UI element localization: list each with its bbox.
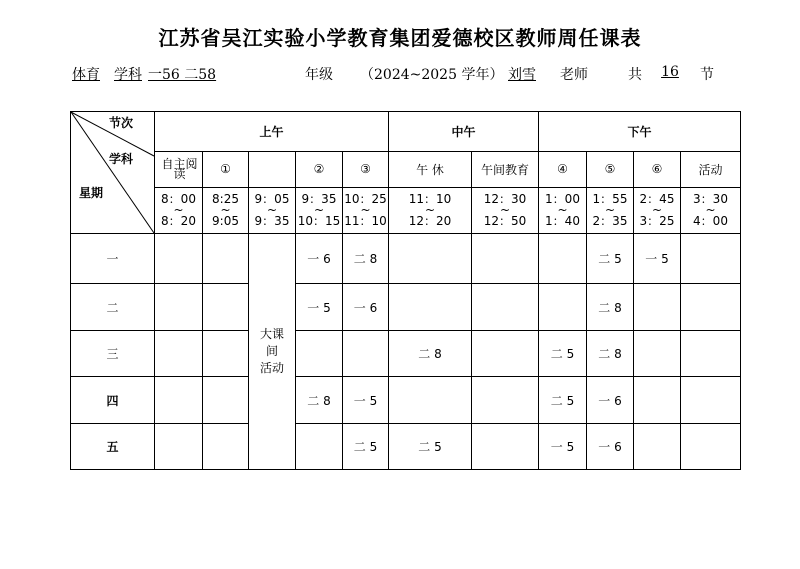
period-header: ④ <box>539 152 587 187</box>
class-cell: 二 8 <box>587 331 634 377</box>
period-header: ① <box>203 152 249 187</box>
time-cell: 2：45 ~ 3：25 <box>634 187 681 233</box>
class-cell <box>155 424 203 470</box>
teacher-info-line <box>72 64 752 86</box>
period-header: ② <box>296 152 343 187</box>
grade-label: 年级 <box>305 67 333 83</box>
class-cell <box>203 234 249 284</box>
teacher-label: 老师 <box>560 67 588 83</box>
class-cell <box>634 331 681 377</box>
class-cell <box>155 284 203 331</box>
class-cell <box>681 284 741 331</box>
schedule-table <box>70 111 741 470</box>
class-cell <box>634 377 681 424</box>
class-cell <box>155 234 203 284</box>
class-cell <box>539 234 587 284</box>
weekday-cell: 二 <box>71 284 155 331</box>
class-cell: 二 8 <box>296 377 343 424</box>
class-cell <box>472 424 539 470</box>
corner-header-cell <box>71 112 155 234</box>
class-cell <box>634 284 681 331</box>
time-cell: 1：00 ~ 1：40 <box>539 187 587 233</box>
class-cell <box>296 331 343 377</box>
subject-label: 学科 <box>114 67 142 83</box>
time-cell: 10：25 ~ 11：10 <box>343 187 389 233</box>
class-cell: 一 6 <box>587 424 634 470</box>
weekday-cell: 一 <box>71 234 155 284</box>
corner-weekday-label: 星期 <box>79 186 104 200</box>
total-unit: 节 <box>700 67 714 83</box>
class-cell: 一 6 <box>587 377 634 424</box>
corner-subject-label: 学科 <box>109 152 134 166</box>
class-cell: 二 5 <box>539 331 587 377</box>
class-cell <box>203 284 249 331</box>
period-header: 午 休 <box>389 152 472 187</box>
school-year: （2024~2025 学年） <box>360 67 504 83</box>
class-cell: 二 5 <box>587 234 634 284</box>
class-cell <box>155 331 203 377</box>
period-header: ③ <box>343 152 389 187</box>
subject-value: 体育 <box>72 67 100 83</box>
page-title: 江苏省吴江实验小学教育集团爱德校区教师周任课表 <box>158 26 642 50</box>
time-cell: 3：30 ~ 4：00 <box>681 187 741 233</box>
time-cell: 1：55 ~ 2：35 <box>587 187 634 233</box>
class-cell <box>203 377 249 424</box>
weekday-cell: 五 <box>71 424 155 470</box>
time-cell: 9：05 ~ 9：35 <box>249 187 296 233</box>
period-header: ⑤ <box>587 152 634 187</box>
class-cell: 一 5 <box>539 424 587 470</box>
class-cell <box>203 424 249 470</box>
class-cell <box>539 284 587 331</box>
time-cell: 8:25 ~ 9:05 <box>203 187 249 233</box>
class-cell <box>472 377 539 424</box>
class-cell: 一 6 <box>343 284 389 331</box>
class-cell <box>472 331 539 377</box>
class-cell <box>296 424 343 470</box>
class-cell: 二 5 <box>389 424 472 470</box>
class-cell <box>634 424 681 470</box>
big-break-cell: 大课 间 活动 <box>249 234 296 470</box>
class-cell: 二 5 <box>539 377 587 424</box>
total-count: 16 <box>661 64 679 80</box>
class-cell: 二 8 <box>587 284 634 331</box>
period-header: 自主阅读 <box>155 152 203 187</box>
class-cell <box>472 234 539 284</box>
period-header: ⑥ <box>634 152 681 187</box>
period-header: 活动 <box>681 152 741 187</box>
time-cell: 9：35 ~ 10：15 <box>296 187 343 233</box>
class-cell <box>389 284 472 331</box>
class-cell <box>472 284 539 331</box>
class-cell: 二 8 <box>343 234 389 284</box>
class-cell <box>203 331 249 377</box>
weekday-cell: 四 <box>71 377 155 424</box>
total-label: 共 <box>628 67 642 83</box>
group-noon: 中午 <box>389 112 539 152</box>
class-cell <box>681 377 741 424</box>
group-morning: 上午 <box>155 112 389 152</box>
class-cell <box>389 234 472 284</box>
time-cell: 11：10 ~ 12：20 <box>389 187 472 233</box>
class-cell <box>389 377 472 424</box>
class-cell: 二 5 <box>343 424 389 470</box>
class-cell: 一 5 <box>343 377 389 424</box>
period-header <box>249 152 296 187</box>
class-cell: 二 8 <box>389 331 472 377</box>
class-cell <box>343 331 389 377</box>
teacher-name: 刘雪 <box>508 67 536 83</box>
group-afternoon: 下午 <box>539 112 741 152</box>
class-cell: 一 5 <box>634 234 681 284</box>
class-cell <box>681 234 741 284</box>
weekday-cell: 三 <box>71 331 155 377</box>
time-cell: 12：30 ~ 12：50 <box>472 187 539 233</box>
class-cell: 一 6 <box>296 234 343 284</box>
time-cell: 8：00 ~ 8：20 <box>155 187 203 233</box>
period-header: 午间教育 <box>472 152 539 187</box>
class-cell <box>681 424 741 470</box>
classes-value: 一56 二58 <box>148 67 217 83</box>
class-cell <box>681 331 741 377</box>
class-cell <box>155 377 203 424</box>
class-cell: 一 5 <box>296 284 343 331</box>
corner-period-label: 节次 <box>109 116 134 130</box>
